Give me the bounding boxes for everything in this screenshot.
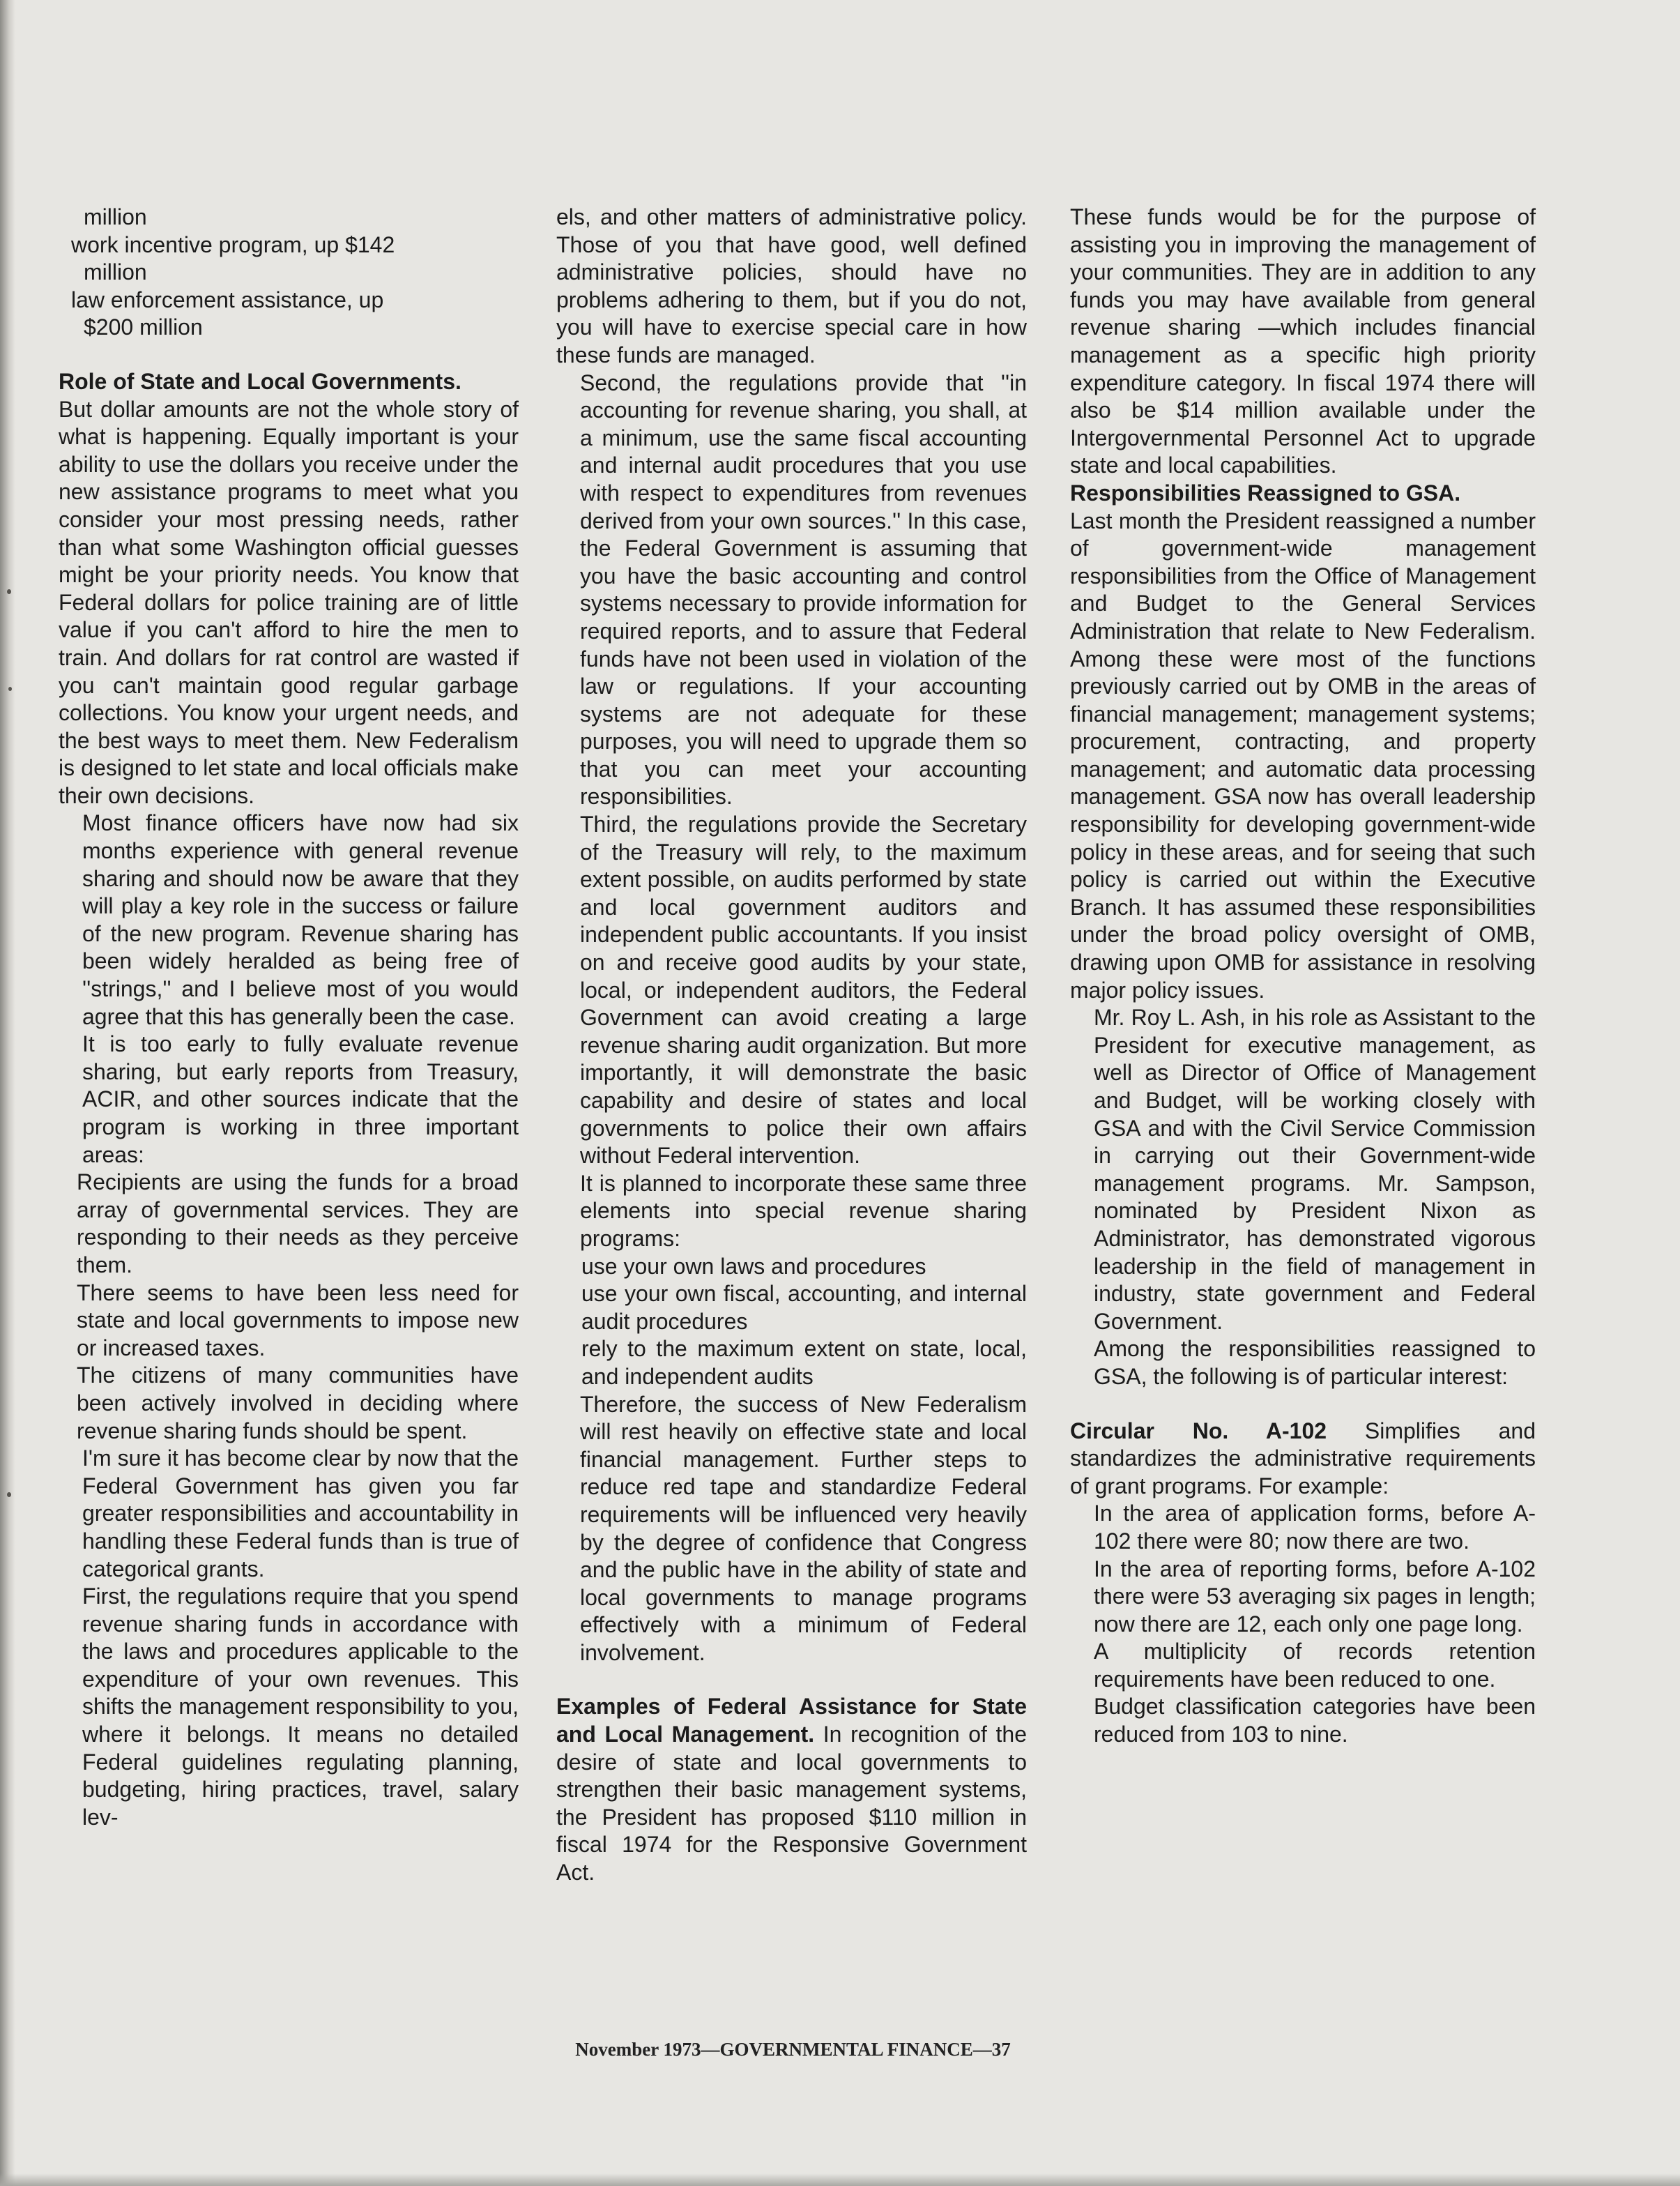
paragraph: First, the regulations require that you spend revenue sharing funds in accordance with the laws and procedures applicable to the expenditure of your own revenues. This shifts the management responsibility to you, where it belongs. It means no detailed Federal guidelines regulating planning, budgeting, hiring practices, travel, salary lev- [82, 1584, 519, 1830]
section-circular-a102 [1070, 1418, 1536, 1501]
paragraph: I'm sure it has become clear by now that the Federal Government has given you far greater responsibilities and accountability in handling these Federal funds than is true of categorical grants. [82, 1445, 519, 1581]
paragraph: It is planned to incorporate these same three elements into special revenue sharing programs: [580, 1170, 1027, 1251]
list-line: law enforcement assistance, up [71, 287, 384, 312]
list-item: The citizens of many communities have been actively involved in deciding where revenue sharing funds should be spent. [77, 1363, 519, 1443]
column-2 [556, 204, 1027, 1887]
list-item: Budget classification categories have been reduced from 103 to nine. [1094, 1694, 1536, 1747]
page-bottom-edge [0, 2173, 1680, 2186]
section-role-of-state [59, 368, 519, 810]
list-item: In the area of application forms, before A-102 there were 80; now there are two. [1094, 1501, 1536, 1554]
list-line: work incentive program, up $142 [71, 231, 395, 257]
paragraph: In recognition of the desire of state and local governments to strengthen their basic management systems, the President has proposed $110 million in fiscal 1974 for the Responsive Government Act. [556, 1722, 1028, 1885]
section-responsibilities [1070, 480, 1536, 1004]
section-heading: Responsibilities Reassigned to GSA. [1070, 480, 1461, 506]
section-heading: Role of State and Local Governments. [59, 368, 461, 394]
paragraph: Last month the President reassigned a number of government-wide management responsibilities from the Office of Management and Budget to the General Services Administration that relate to New Federalism. Among these were most of the functions previously carried out by OMB in the areas of financial management; management systems; procurement, contracting, and property management; and automatic data processing management. GSA now has overall leadership responsibility for developing government-wide policy in these areas, and for seeing that such policy is carried out within the Executive Branch. It has assumed these responsibilities under the broad policy oversight of OMB, drawing upon OMB for assistance in resolving major policy issues. [1070, 508, 1536, 1003]
list-item: use your own fiscal, accounting, and internal audit procedures [581, 1281, 1027, 1334]
paragraph: Among the responsibilities reassigned to GSA, the following is of particular interest: [1094, 1336, 1536, 1389]
section-examples [556, 1693, 1027, 1886]
list-item: In the area of reporting forms, before A-102 there were 53 averaging six pages in length; now there are 12, each only one page long. [1094, 1556, 1536, 1637]
paragraph: It is too early to fully evaluate revenue sharing, but early reports from Treasury, ACIR, and other sources indicate that the program is working in three important areas: [82, 1031, 519, 1167]
margin-mark [8, 687, 12, 691]
page-edge-shadow [0, 0, 15, 2186]
paragraph: Therefore, the success of New Federalism will rest heavily on effective state and local financial management. Further steps to reduce red tape and standardize Federal requirements will be influenced very heavily by the degree of confidence that Congress and the public have in the ability of state and local governments to manage programs effectively with a minimum of Federal involvement. [580, 1391, 1027, 1665]
paragraph: Third, the regulations provide the Secretary of the Treasury will rely, to the maximum extent possible, on audits performed by state and local government auditors and independent public accountants. If you insist on and receive good audits by your state, local, or independent auditors, the Federal Government can avoid creating a large revenue sharing audit organization. But more importantly, it will demonstrate the basic capability and desire of states and local governments to police their own affairs without Federal intervention. [580, 812, 1027, 1169]
margin-mark [7, 1492, 11, 1497]
paragraph: Mr. Roy L. Ash, in his role as Assistant to the President for executive management, as well as Director of Office of Management and Budget, will be working closely with GSA and with the Civil Service Commission in carrying out their Government-wide management programs. Mr. Sampson, nominated by President Nixon as Administrator, has demonstrated vigorous leadership in the field of management in industry, state government and Federal Government. [1094, 1005, 1536, 1334]
paragraph: Simplifies and standardizes the administrative requirements of grant programs. For example: [1070, 1418, 1536, 1498]
page-footer: November 1973—GOVERNMENTAL FINANCE—37 [575, 2039, 1011, 2060]
paragraph: Second, the regulations provide that ''in accounting for revenue sharing, you shall, at a minimum, use the same fiscal accounting and internal audit procedures that you use with respect to expenditures from revenues derived from your own sources.'' In this case, the Federal Government is assuming that you have the basic accounting and control systems necessary to provide information for required reports, and to assure that Federal funds have not been used in violation of the law or regulations. If your accounting systems are not adequate for these purposes, you will need to upgrade them so that you can meet your accounting responsibilities. [580, 370, 1027, 810]
list-item: rely to the maximum extent on state, local, and independent audits [581, 1336, 1027, 1389]
list-item: use your own laws and procedures [581, 1253, 926, 1279]
column-3 [1070, 204, 1536, 1749]
paragraph: But dollar amounts are not the whole story of what is happening. Equally important is your ability to use the dollars you receive under the new assistance programs to meet what you consider your most pressing needs, rather than what some Washington official guesses might be your priority needs. You know that Federal dollars for police training are of little value if you can't afford to hire the men to train. And dollars for rat control are wasted if you can't maintain good regular garbage collections. You know your urgent needs, and the best ways to meet them. New Federalism is designed to let state and local officials make their own decisions. [59, 396, 519, 808]
column-1 [59, 204, 519, 1831]
paragraph: Most finance officers have now had six months experience with general revenue sharing and should now be aware that they will play a key role in the success or failure of the new program. Revenue sharing has been widely heralded as being free of ''strings,'' and I believe most of you would agree that this has generally been the case. [82, 810, 519, 1029]
list-line: million [84, 204, 147, 229]
list-item: A multiplicity of records retention requirements have been reduced to one. [1094, 1639, 1536, 1692]
section-heading: Examples of Federal Assistance for State and Local Management. [556, 1694, 1027, 1747]
list-item: Recipients are using the funds for a broad array of governmental services. They are responding to their needs as they perceive them. [77, 1169, 519, 1277]
margin-mark [7, 589, 11, 594]
section-heading: Circular No. A-102 [1070, 1418, 1327, 1443]
budget-list-continued [59, 204, 519, 342]
list-line: million [84, 259, 147, 285]
list-line: $200 million [84, 314, 203, 340]
list-item: There seems to have been less need for state and local governments to impose new or increased taxes. [77, 1280, 519, 1360]
paragraph: els, and other matters of administrative policy. Those of you that have good, well defined administrative policies, should have no problems adhering to them, but if you do not, you will have to exercise special care in how these funds are managed. [556, 204, 1027, 367]
paragraph: These funds would be for the purpose of assisting you in improving the management of your communities. They are in addition to any funds you may have available from general revenue sharing —which includes financial management as a specific high priority expenditure category. In fiscal 1974 there will also be $14 million available under the Intergovernmental Personnel Act to upgrade state and local capabilities. [1070, 204, 1536, 478]
